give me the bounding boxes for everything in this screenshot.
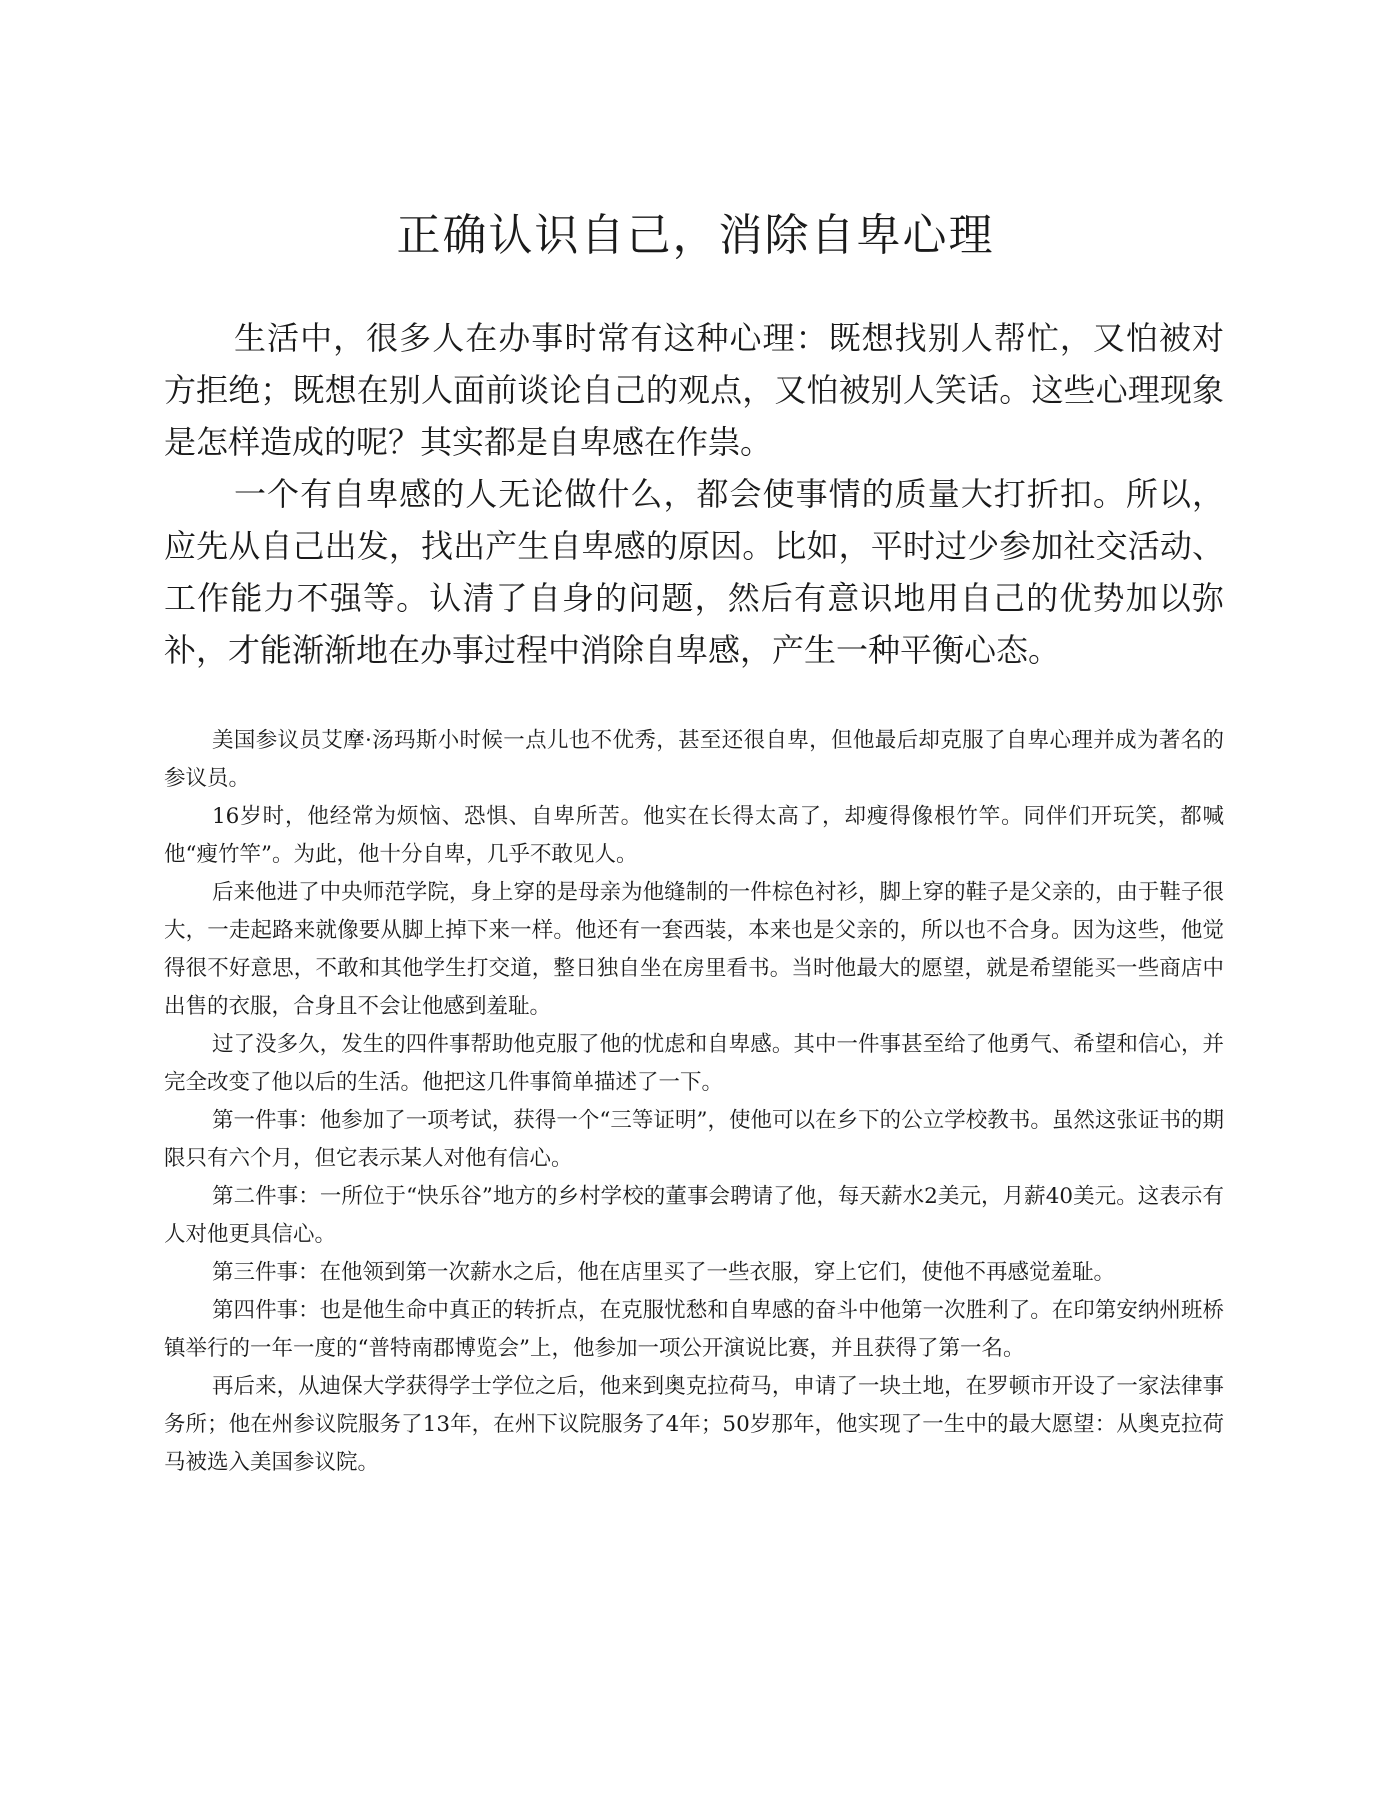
document-title: 正确认识自己，消除自卑心理 [396, 210, 995, 261]
story-paragraph-8: 第四件事：也是他生命中真正的转折点，在克服忧愁和自卑感的奋斗中他第一次胜利了。在印第安纳州班桥镇举行的一年一度的“普特南郡博览会”上，他参加一项公开演说比赛，并且获得了第一名。 [164, 1298, 1224, 1361]
story-paragraph-6: 第二件事：一所位于“快乐谷”地方的乡村学校的董事会聘请了他，每天薪水2美元，月薪40美元。这表示有人对他更具信心。 [164, 1184, 1224, 1247]
story-paragraph-2: 16岁时，他经常为烦恼、恐惧、自卑所苦。他实在长得太高了，却瘦得像根竹竿。同伴们开玩笑，都喊他“瘦竹竿”。为此，他十分自卑，几乎不敢见人。 [164, 804, 1224, 867]
story-paragraph-4: 过了没多久，发生的四件事帮助他克服了他的忧虑和自卑感。其中一件事甚至给了他勇气、希望和信心，并完全改变了他以后的生活。他把这几件事简单描述了一下。 [164, 1032, 1224, 1095]
intro-paragraph-2: 一个有自卑感的人无论做什么，都会使事情的质量大打折扣。所以，应先从自己出发，找出产生自卑感的原因。比如，平时过少参加社交活动、工作能力不强等。认清了自身的问题，然后有意识地用自己的优势加以弥补，才能渐渐地在办事过程中消除自卑感，产生一种平衡心态。 [164, 475, 1224, 669]
story-paragraph-7: 第三件事：在他领到第一次薪水之后，他在店里买了一些衣服，穿上它们，使他不再感觉羞耻。 [212, 1260, 1116, 1285]
story-paragraph-3: 后来他进了中央师范学院，身上穿的是母亲为他缝制的一件棕色衬衫，脚上穿的鞋子是父亲的，由于鞋子很大，一走起路来就像要从脚上掉下来一样。他还有一套西装，本来也是父亲的，所以也不合身。因为这些，他觉得很不好意思，不敢和其他学生打交道，整日独自坐在房里看书。当时他最大的愿望，就是希望能买一些商店中出售的衣服，合身且不会让他感到羞耻。 [164, 880, 1224, 1019]
story-section [164, 722, 1224, 1482]
story-paragraph-5: 第一件事：他参加了一项考试，获得一个“三等证明”，使他可以在乡下的公立学校教书。虽然这张证书的期限只有六个月，但它表示某人对他有信心。 [164, 1108, 1224, 1171]
story-paragraph-9: 再后来，从迪保大学获得学士学位之后，他来到奥克拉荷马，申请了一块土地，在罗顿市开设了一家法律事务所；他在州参议院服务了13年，在州下议院服务了4年；50岁那年，他实现了一生中的最大愿望：从奥克拉荷马被选入美国参议院。 [164, 1374, 1224, 1475]
intro-paragraph-1: 生活中，很多人在办事时常有这种心理：既想找别人帮忙，又怕被对方拒绝；既想在别人面前谈论自己的观点，又怕被别人笑话。这些心理现象是怎样造成的呢？其实都是自卑感在作祟。 [164, 319, 1224, 461]
story-paragraph-1: 美国参议员艾摩·汤玛斯小时候一点儿也不优秀，甚至还很自卑，但他最后却克服了自卑心理并成为著名的参议员。 [164, 728, 1224, 791]
